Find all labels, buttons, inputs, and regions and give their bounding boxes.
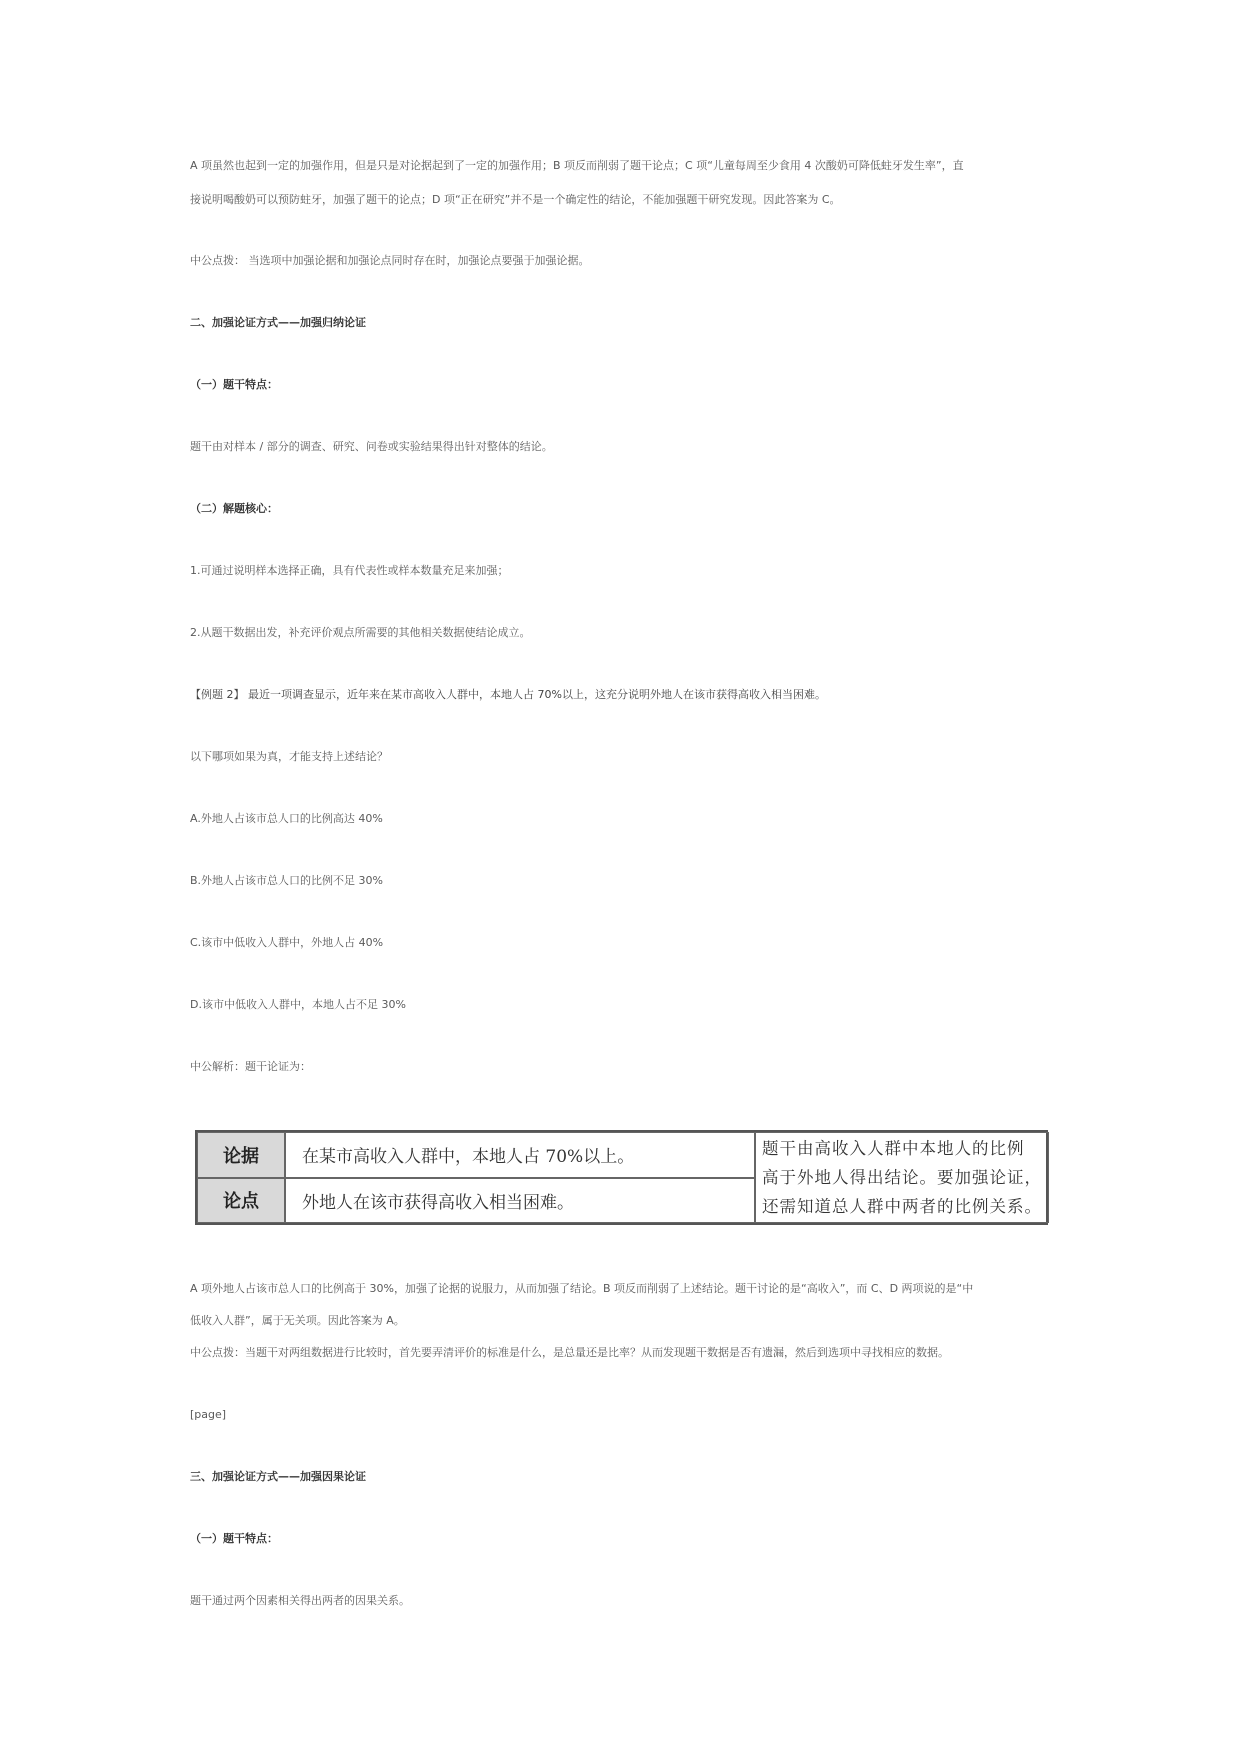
tip-text: 中公点拨：当题干对两组数据进行比较时，首先要弄清评价的标准是什么，是总量还是比率？从而发现题干数据是否有遗漏，然后到选项中寻找相应的数据。 [190, 1346, 949, 1359]
option-a: A.外地人占该市总人口的比例高达 40% [190, 812, 383, 825]
note-line: 高于外地人得出结论。要加强论证， [762, 1168, 1042, 1187]
note-line: 题干由高收入人群中本地人的比例 [762, 1139, 1025, 1158]
section-heading: 二、加强论证方式——加强归纳论证 [190, 316, 366, 329]
list-item: 2.从题干数据出发，补充评价观点所需要的其他相关数据使结论成立。 [190, 626, 531, 639]
subsection-heading: （二）解题核心： [190, 502, 278, 515]
option-d: D.该市中低收入人群中，本地人占不足 30% [190, 998, 406, 1011]
paragraph-text: 题干由对样本 / 部分的调查、研究、问卷或实验结果得出针对整体的结论。 [190, 440, 553, 453]
table-cell-evidence: 在某市高收入人群中，本地人占 70%以上。 [285, 1132, 755, 1178]
tip-text: 中公点拨： 当选项中加强论据和加强论点同时存在时，加强论点要强于加强论据。 [190, 254, 590, 267]
example-text: 最近一项调查显示，近年来在某市高收入人群中，本地人占 70%以上，这充分说明外地人在该市获得高收入相当困难。 [244, 688, 826, 701]
subsection-heading: （一）题干特点： [190, 1532, 278, 1545]
section-heading: 三、加强论证方式——加强因果论证 [190, 1470, 366, 1483]
page-marker: [page] [190, 1408, 227, 1421]
table-cell-note [755, 1132, 1049, 1223]
paragraph-line: A 项虽然也起到一定的加强作用，但是只是对论据起到了一定的加强作用；B 项反而削弱了题干论点；C 项“儿童每周至少食用 4 次酸奶可降低蛀牙发生率”，直 [190, 159, 964, 172]
paragraph-line: 低收入人群”，属于无关项。因此答案为 A。 [190, 1314, 405, 1327]
subsection-heading: （一）题干特点： [190, 378, 278, 391]
option-b: B.外地人占该市总人口的比例不足 30% [190, 874, 383, 887]
table-header-claim: 论点 [197, 1178, 285, 1224]
list-item: 1.可通过说明样本选择正确，具有代表性或样本数量充足来加强； [190, 564, 509, 577]
table-header-evidence: 论据 [197, 1132, 285, 1178]
argument-table [195, 1130, 1048, 1225]
analysis-intro: 中公解析：题干论证为： [190, 1060, 311, 1073]
paragraph-line: 接说明喝酸奶可以预防蛀牙，加强了题干的论点；D 项“正在研究”并不是一个确定性的结论，不能加强题干研究发现。因此答案为 C。 [190, 193, 841, 206]
example-label: 【例题 2】 [190, 688, 245, 701]
paragraph-line: A 项外地人占该市总人口的比例高于 30%，加强了论据的说服力，从而加强了结论。B 项反而削弱了上述结论。题干讨论的是“高收入”，而 C、D 两项说的是“中 [190, 1282, 974, 1295]
paragraph-text: 题干通过两个因素相关得出两者的因果关系。 [190, 1594, 410, 1607]
option-c: C.该市中低收入人群中，外地人占 40% [190, 936, 384, 949]
question-text: 以下哪项如果为真，才能支持上述结论？ [190, 750, 388, 763]
table-cell-claim: 外地人在该市获得高收入相当困难。 [285, 1178, 755, 1224]
note-line: 还需知道总人群中两者的比例关系。 [762, 1197, 1042, 1216]
example-question [190, 688, 826, 702]
